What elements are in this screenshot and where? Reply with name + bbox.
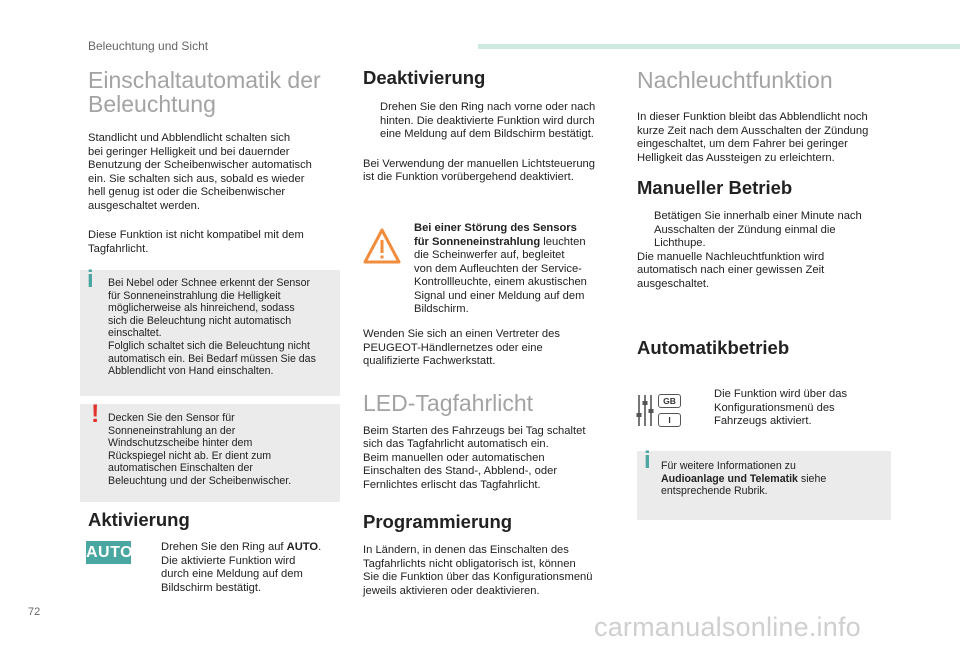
activation-text-pre: Drehen Sie den Ring auf: [161, 541, 287, 553]
language-gb-label: GB: [658, 394, 681, 408]
automatic-mode-bullet: [697, 388, 897, 429]
programming-description: In Ländern, in denen das Einschalten des Tagfahrlichts nicht obligatorisch ist, können Sie die Funktion über das Konfigurationsmenü jeweils aktivieren oder deaktivieren.: [363, 544, 593, 597]
sensor-fault-note: [414, 222, 614, 317]
info-box-fog: [80, 266, 340, 396]
language-i-label: I: [658, 413, 681, 427]
manual-mode-note: Die manuelle Nachleuchtfunktion wird automatisch nach einer gewissen Zeit ausgeschaltet.: [637, 250, 825, 290]
follow-me-home-description: In dieser Funktion bleibt das Abblendlicht noch kurze Zeit nach dem Ausschalten der Zündung eingeschaltet, um dem Fahrer bei geringer Helligkeit das Aussteigen zu erleichtern.: [637, 111, 869, 164]
info-box-audio: [637, 447, 891, 520]
led-daylight-description: Beim Starten des Fahrzeugs bei Tag schaltet sich das Tagfahrlicht automatisch ein. Beim manuellen oder automatischen Einschalten des Stand-, Abblend-, oder Fernlichtes erlischt das Tagfahrlicht.: [363, 424, 586, 491]
column-2: [363, 68, 623, 185]
info-audio-link-text: Audioanlage und Telematik: [661, 472, 798, 485]
section-header: Beleuchtung und Sicht: [88, 39, 209, 53]
page-number: 72: [28, 606, 41, 618]
dealer-note: Wenden Sie sich an einen Vertreter des PEUGEOT-Händlernetzes oder eine qualifizierte Fachwerkstatt.: [363, 328, 560, 367]
activation-text-post: . Die aktivierte Funktion wird durch eine Meldung auf dem Bildschirm bestätigt.: [161, 541, 322, 594]
column-1: [88, 68, 343, 256]
deactivation-note: Bei Verwendung der manuellen Lichtsteuerung ist die Funktion vorübergehend deaktiviert.: [363, 157, 595, 183]
heading-deactivation: Deaktivierung: [363, 67, 486, 88]
warning-exclamation-icon: !: [91, 400, 100, 428]
heading-manual-mode: Manueller Betrieb: [637, 177, 793, 198]
section-title-led-daylight: LED-Tagfahrlicht: [363, 389, 534, 416]
auto-badge: AUTO: [86, 541, 131, 564]
warning-box-sensor: [80, 400, 340, 502]
info-audio-text-post: siehe entsprechende Rubrik.: [661, 472, 827, 498]
watermark: carmanualsonline.info: [594, 612, 861, 642]
column-3: [637, 68, 899, 291]
column-2-lower: [363, 328, 623, 492]
info-audio-text-pre: Für weitere Informationen zu: [661, 460, 796, 472]
deactivation-bullet-text: Drehen Sie den Ring nach vorne oder nach hinten. Die deaktivierte Funktion wird durch eine Meldung auf dem Bildschirm bestätigt.: [380, 101, 596, 140]
sensor-fault-bold: Bei einer Störung des Sensors für Sonneneinstrahlung: [414, 222, 577, 248]
config-menu-icon: [636, 393, 686, 429]
section-title-follow-me-home: Nachleuchtfunktion: [637, 67, 833, 93]
activation-bullet: [144, 541, 344, 595]
sensor-fault-text: leuchten die Scheinwerfer auf, begleitet von dem Aufleuchten der Service- Kontrollleuchte, einem akustischen Signal und einer Meldung auf dem Bildschirm.: [414, 235, 587, 315]
header-bar: [478, 44, 960, 49]
info-box-fog-text: Bei Nebel oder Schnee erkennt der Sensor für Sonneneinstrahlung die Helligkeit möglicherweise als hinreichend, sodass sich die Beleuchtung nicht automatisch einschaltet. Folglich schaltet sich die Beleuchtung nicht automatisch ein. Bei Bedarf müssen Sie das Abblendlicht von Hand einschalten.: [108, 277, 316, 378]
automatic-mode-bullet-text: Die Funktion wird über das Konfigurationsmenü des Fahrzeugs aktiviert.: [714, 388, 848, 427]
info-icon: i: [87, 266, 94, 293]
heading-programming: Programmierung: [363, 511, 513, 532]
heading-activation: Aktivierung: [88, 509, 190, 530]
heading-automatic-mode: Automatikbetrieb: [637, 337, 790, 358]
section-title-auto-lighting: Einschaltautomatik der Beleuchtung: [88, 67, 321, 117]
daylight-compat-note: Diese Funktion ist nicht kompatibel mit dem Tagfahrlicht.: [88, 229, 304, 255]
activation-key-auto: AUTO: [286, 541, 319, 553]
warning-triangle-icon: [362, 226, 402, 266]
manual-mode-bullet-text: Betätigen Sie innerhalb einer Minute nach Ausschalten der Zündung einmal die Lichthupe.: [654, 210, 862, 249]
info-icon: i: [644, 447, 651, 474]
warning-box-sensor-text: Decken Sie den Sensor für Sonneneinstrahlung an der Windschutzscheibe hinter dem Rückspiegel nicht ab. Er dient zum automatischen Einschalten der Beleuchtung und der Scheibenwischer.: [108, 412, 292, 487]
programming-block: [363, 544, 623, 598]
auto-lighting-description: Standlicht und Abblendlicht schalten sich bei geringer Helligkeit und bei dauernder Benutzung der Scheibenwischer automatisch ein. Sie schalten sich aus, sobald es wieder hell genug ist oder die Scheibenwischer ausgeschaltet werden.: [88, 132, 312, 212]
